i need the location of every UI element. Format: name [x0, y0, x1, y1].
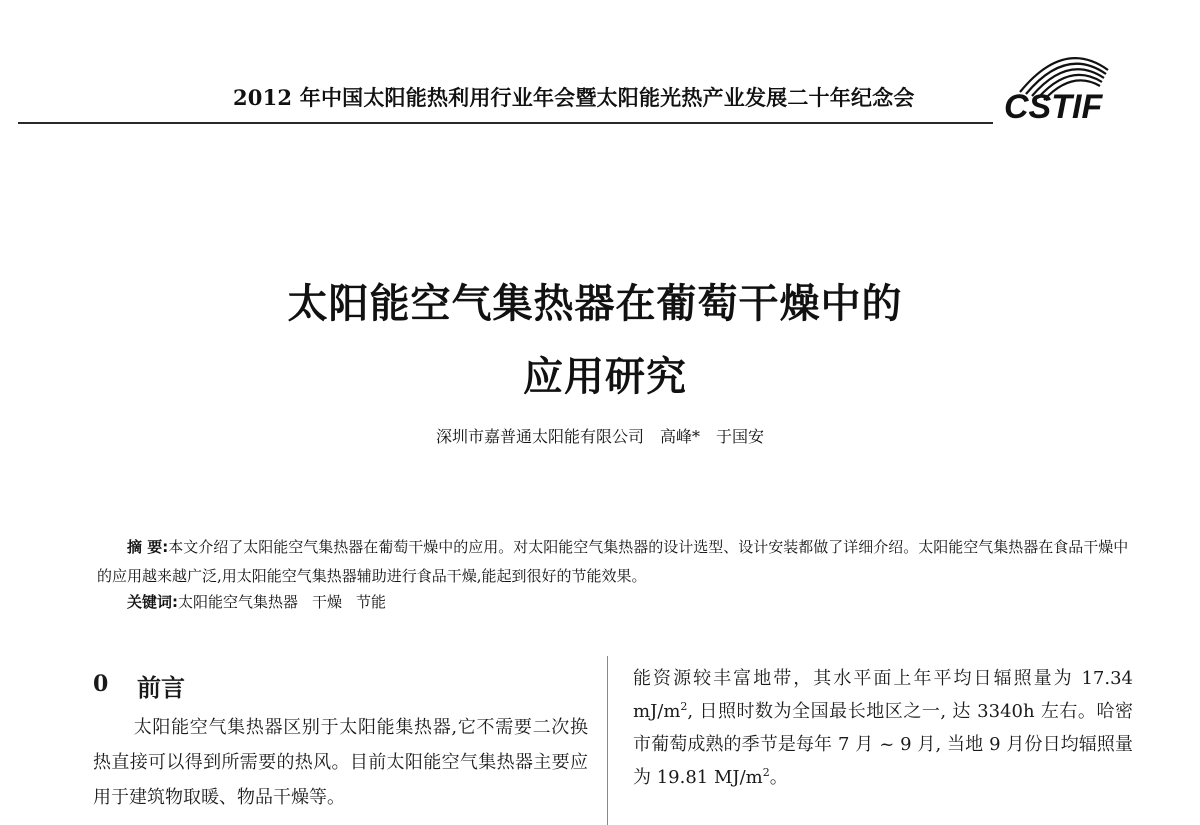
abstract-text: 本文介绍了太阳能空气集热器在葡萄干燥中的应用。对太阳能空气集热器的设计选型、设计安装都做了详细介绍。太阳能空气集热器在食品干燥中的应用越来越广泛,用太阳能空气集热器辅助进行食品干燥,能起到很好的节能效果。 — [97, 538, 1129, 585]
keywords — [127, 591, 386, 612]
paper-title-line2: 应用研究 — [523, 354, 687, 400]
keywords-label: 关键词: — [127, 593, 178, 611]
body-paragraph: 太阳能空气集热器区别于太阳能集热器,它不需要二次换热直接可以得到所需要的热风。目前太阳能空气集热器主要应用于建筑物取暖、物品干燥等。 — [93, 717, 588, 808]
paper-title-line1: 太阳能空气集热器在葡萄干燥中的 — [287, 281, 903, 327]
logo-text: CSTIF — [1004, 88, 1103, 126]
section-number: 0 — [93, 671, 109, 697]
body-left-column — [93, 710, 588, 815]
cstif-logo — [1000, 40, 1130, 128]
author-2: 于国安 — [716, 427, 765, 446]
body-text-part: , 日照时数为全国最长地区之一, 达 3340h 左右。哈密市葡萄成熟的季节是每年 7 月 ~ 9 月, 当地 9 月份日均辐照量为 19.81 MJ/m — [633, 701, 1133, 788]
keyword-item: 干燥 — [312, 593, 343, 611]
section-title: 前言 — [137, 674, 185, 702]
body-text-part: 。 — [769, 767, 788, 788]
abstract — [97, 533, 1137, 591]
author-line — [0, 424, 1200, 447]
body-right-column — [633, 662, 1133, 794]
affiliation: 深圳市嘉普通太阳能有限公司 — [435, 427, 644, 446]
superscript: 2 — [680, 700, 688, 713]
body-text-part: 能资源较丰富地带，其水平面上年平均日辐照量为 17.34 mJ/m — [633, 668, 1133, 722]
author-1: 高峰* — [659, 427, 700, 446]
abstract-label: 摘 要: — [127, 538, 169, 556]
keyword-item: 太阳能空气集热器 — [178, 593, 299, 611]
column-divider — [607, 656, 608, 825]
conference-header: 2012 年中国太阳能热利用行业年会暨太阳能光热产业发展二十年纪念会 — [233, 85, 915, 110]
keyword-item: 节能 — [356, 593, 387, 611]
superscript: 2 — [762, 766, 770, 779]
header-rule — [18, 122, 993, 124]
